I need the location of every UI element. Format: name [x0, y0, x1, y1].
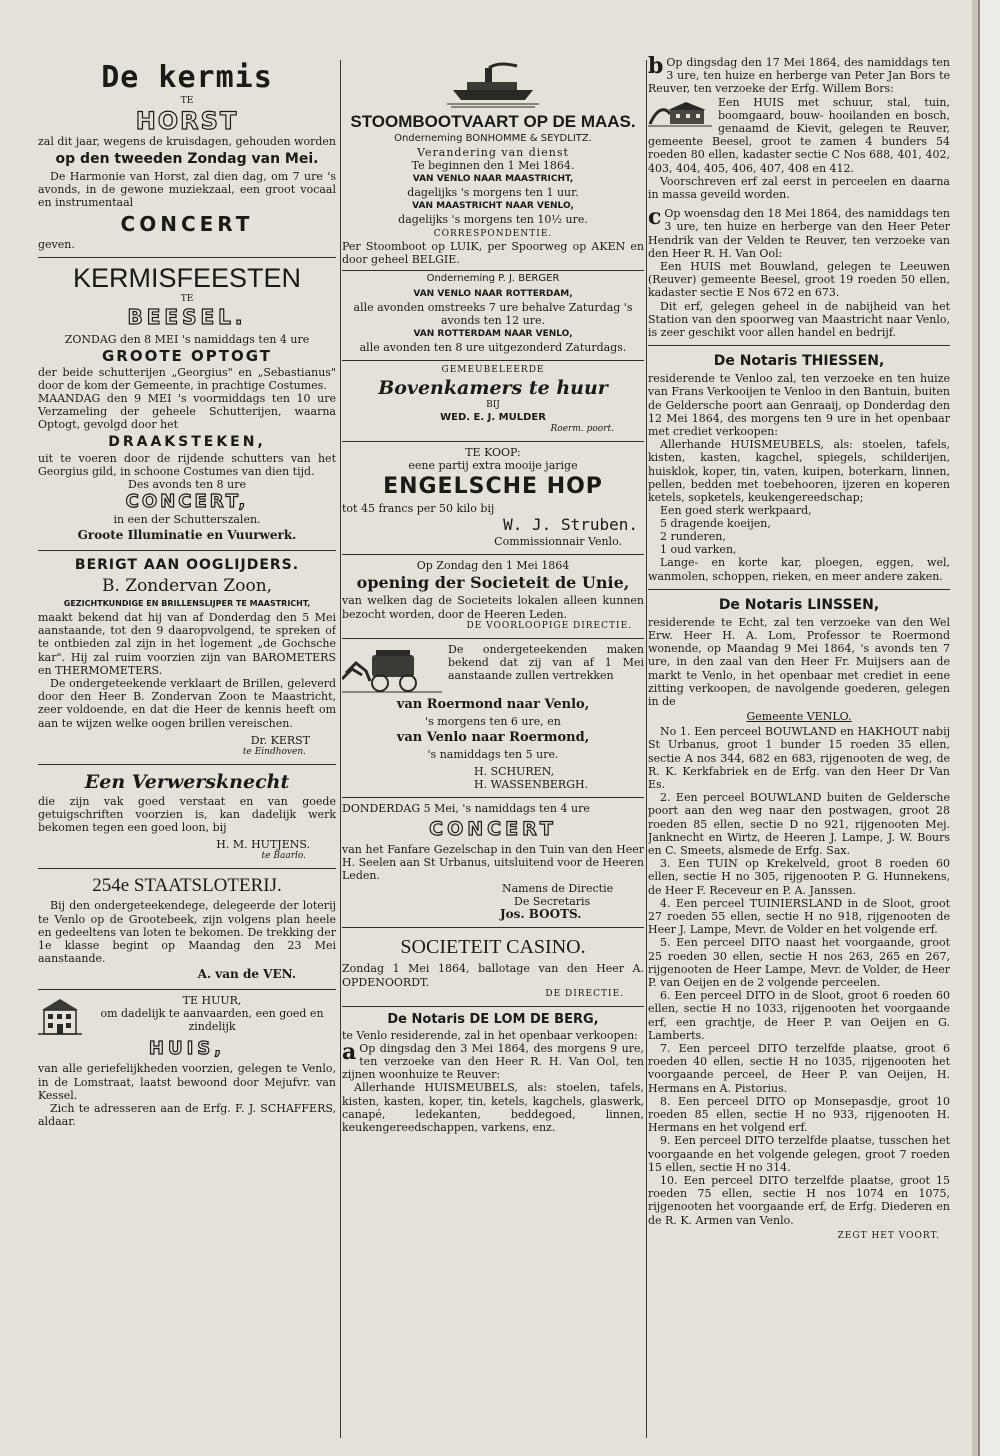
- column-3: [648, 56, 950, 1248]
- ad-title: BERIGT AAN OOGLIJDERS.: [74, 557, 300, 574]
- lot-item: 3. Een TUIN op Krekelveld, groot 8 roeden 60 ellen, sectie H no 305, rijgenooten P. G. Hunnekens, de Heer F. Receveur en P. A. Janssen.: [648, 857, 950, 897]
- ad-title: Een Verwersknecht: [84, 770, 290, 793]
- ad-verwersknecht: Een Verwersknecht die zijn vak goed verstaat en van goede getuigschriften voorzien is, kan dadelijk werk bekomen tegen een goed loon, bij H. M. HUTJENS. te Baarlo.: [38, 765, 336, 870]
- ad-kermisfeesten-beesel: KERMISFEESTEN TE BEESEL. ZONDAG den 8 MEI 's namiddags ten 4 ure GROOTE OPTOGT der beide schutterijen „Georgius" en „Sebastianus" door de kom der Gemeente, in prachtige Costumes. MAANDAG den 9 MEI 's voormiddags ten 10 ure Verzameling der geheele Schutterijen, waarna Optogt, gevolgd door het DRAAKSTEKEN, uit te voeren door de rijdende schutters van het Georgius gild, in schoone Costumes van dien tijd. Des avonds ten 8 ure CONCERT, in een der Schutterszalen. Groote Illuminatie en Vuurwerk.: [38, 258, 336, 551]
- ad-notaris-de-lom: De Notaris DE LOM DE BERG, te Venlo residerende, zal in het openbaar verkoopen: a Op dingsdag den 3 Mei 1864, des morgens 9 ure, ten verzoeke van den Heer R. H. Van Ool, ten zijnen woonhuize te Reuver: Allerhande HUISMEUBELS, als: stoelen, tafels, kisten, kasten, koper, tin, ketels, kagchels, glaswerk, canapé, ledekanten, beddegoed, linnen, keukengereedschappen, varkens, enz.: [342, 1011, 644, 1135]
- lot-item: 2. Een perceel BOUWLAND buiten de Geldersche poort aan den weg naar den postwagen, groot 28 roeden 85 ellen, sectie D no 921, rijgenooten Mej. Janknecht en Wirtz, de Heeren J. Lampe, J. W. Bours en C. Smeets, alsmede de Erfg. Sax.: [648, 791, 950, 857]
- ad-huis-te-huur: TE HUUR, om dadelijk te aanvaarden, een goed en zindelijk HUIS, van alle geriefelijkheden voorzien, gelegen te Venlo, in de Lomstraat, laatst bewoond door Mejufvr. van Kessel. Zich te adresseren aan de Erfg. F. J. SCHAFFERS, aldaar.: [38, 994, 336, 1129]
- column-2: [342, 56, 644, 1140]
- ad-title: CONCERT: [429, 817, 557, 840]
- place-name: BEESEL.: [127, 304, 247, 329]
- ad-bovenkamers: GEMEUBELEERDE Bovenkamers te huur BIJ WED. E. J. MULDER Roerm. poort.: [342, 361, 644, 442]
- ad-title: KERMISFEESTEN: [72, 262, 302, 293]
- ad-title: opening der Societeit de Unie,: [356, 573, 630, 593]
- lot-item: 7. Een perceel DITO terzelfde plaatse, groot 6 roeden 40 ellen, sectie H no 1035, rijgenooten het voorgaande perceel, de Heer P. van Oeijen, H. Hermans en A. Pistorius.: [648, 1042, 950, 1095]
- lot-item: No 1. Een perceel BOUWLAND en HAKHOUT nabij St Urbanus, groot 1 bunder 15 roeden 35 ellen, sectie A nos 344, 682 en 683, rijgenooten de weg, de R. K. Kerkfabriek en de Erfg. van den Heer Dr Van Es.: [648, 725, 950, 791]
- ad-title: De Notaris THIESSEN,: [713, 353, 885, 370]
- next-page-edge: [978, 0, 1000, 1456]
- lot-item: 8. Een perceel DITO op Monsepasdje, groot 10 roeden 85 ellen, sectie H no 933, rijgenooten H. Hermans en het volgend erf.: [648, 1094, 950, 1135]
- stagecoach-illustration: [342, 645, 442, 695]
- ad-notaris-thiessen: De Notaris THIESSEN, residerende te Venloo zal, ten verzoeke en ten huize van Frans Verkooijen te Venloo in den Bantuin, buiten de Geldersche poort aan Genraaij, op Donderdag den 12 Mei 1864, des morgens ten 9 ure in het openbaar met crediet verkoopen: Allerhande HUISMEUBELS, als: stoelen, tafels, kisten, kasten, kagchel, spiegels, schilderijen, huisklok, koper, tin, vaten, kuipen, boterkarn, linnen, pellen, bedden met toebehooren, ijzeren en koperen ketels, sopketels, keukengereedschap; Een goed sterk werkpaard, 5 dragende koeijen, 2 runderen, 1 oud varken, Lange- en korte kar, ploegen, eggen, wel, wanmolen, schoppen, rieken, en meer andere zaken.: [648, 346, 950, 589]
- ad-roermond-venlo: De ondergeteekenden maken bekend dat zij van af 1 Mei aanstaande zullen vertrekken van Roermond naar Venlo, 's morgens ten 6 ure, en van Venlo naar Roermond, 's namiddags ten 5 ure. H. SCHUREN, H. WASSENBERGH.: [342, 639, 644, 798]
- lot-item: 6. Een perceel DITO in de Sloot, groot 6 roeden 60 ellen, sectie H no 1033, rijgenooten het voorgaande erf, een grachtje, de Heer P. van Oeijen en G. Lamberts.: [648, 989, 950, 1042]
- column-1: [38, 56, 336, 1135]
- ad-title: HUIS,: [148, 1038, 226, 1060]
- ad-sale-b: b Op dingsdag den 17 Mei 1864, des namiddags ten 3 ure, ten huize en herberge van Peter Jan Bors te Reuver, ten verzoeke der Erfg. Willem Bors: Een HUIS met schuur, stal, tuin, boomgaard, bouw- hooilanden en bosch, genaamd de Kievit, gelegen te Reuver, gemeente Beesel, groot te zamen 4 bunders 54 roeden 80 ellen, kadaster sectie C Nos 688, 401, 402, 403, 404, 405, 406, 407, 408 en 412. Voorschreven erf zal eerst in perceelen en daarna in massa geveild worden.: [648, 56, 950, 202]
- ad-title: ENGELSCHE HOP: [383, 474, 603, 500]
- ad-notaris-linssen: De Notaris LINSSEN, residerende te Echt, zal ten verzoeke van den Wel Erw. Heer H. A. Lom, Professor te Roermond wonende, op Maandag 9 Mei 1864, 's avonds ten 7 ure, in den zaal van den Heer Fr. Muijsers aan de markt te Venlo, in het openbaar met crediet in eene zitting verkoopen, de navolgende goederen, gelegen in de Gemeente VENLO. No 1. Een perceel BOUWLAND en HAKHOUT nabij St Urbanus, groot 1 bunder 15 roeden 35 ellen, sectie A nos 344, 682 en 683, rijgenooten de weg, de R. K. Kerkfabriek en de Erfg. van den Heer Dr Van Es. 2. Een perceel BOUWLAND buiten de Geldersche poort aan den weg naar den postwagen, groot 28 roeden 85 ellen, sectie D no 921, rijgenooten Mej. Janknecht en Wirtz, de Heeren J. Lampe, J. W. Bours en C. Smeets, alsmede de Erfg. Sax. 3. Een TUIN op Krekelveld, groot 8 roeden 60 ellen, sectie H no 305, rijgenooten P. G. Hunnekens, de Heer F. Receveur en P. A. Janssen. 4. Een perceel TUINIERSLAND in de Sloot, groot 27 roeden 55 ellen, sectie H no 918, rijgenooten de Heer J. Lampe, Mevr. de Volder en het volgende erf. 5. Een perceel DITO naast het voorgaande, groot 25 roeden 30 ellen, sectie H nos 263, 265 en 267, rijgenooten de Heer Lampe, Mevr. de Volder, de Heer P. van Oeijen en de 2 volgende perceelen. 6. Een perceel DITO in de Sloot, groot 6 roeden 60 ellen, sectie H no 1033, rijgenooten het voorgaande erf, een grachtje, de Heer P. van Oeijen en G. Lamberts. 7. Een perceel DITO terzelfde plaatse, groot 6 roeden 40 ellen, sectie H no 1035, rijgenooten het voorgaande perceel, de Heer P. van Oeijen, H. Hermans en A. Pistorius. 8. Een perceel DITO op Monsepasdje, groot 10 roeden 85 ellen, sectie H no 933, rijgenooten H. Hermans en het volgend erf. 9. Een perceel DITO terzelfde plaatse, tusschen het voorgaande en het volgende gelegen, groot 7 roeden 15 ellen, sectie H no 314. 10. Een perceel DITO terzelfde plaatse, groot 15 roeden 75 ellen, sectie H nos 1074 en 1075, rijgenooten het voorgaande erf, de Erfg. Diederen en de R. K. Armen van Venlo. ZEGT HET VOORT.: [648, 590, 950, 1248]
- ad-sale-c: c Op woensdag den 18 Mei 1864, des namiddags ten 3 ure, ten huize en herberge van den Heer Peter Hendrik van der Velden te Reuver, ten verzoeke van den Heer R. H. Van Ool: Een HUIS met Bouwland, gelegen te Leeuwen (Reuver) gemeente Beesel, groot 19 roeden 50 ellen, kadaster sectie E Nos 672 en 673. Dit erf, gelegen geheel in de nabijheid van het Station van den spoorweg van Maastricht naar Venlo, is zeer geschikt voor allen handel en bedrijf.: [648, 207, 950, 346]
- lot-item: 10. Een perceel DITO terzelfde plaatse, groot 15 roeden 75 ellen, sectie H nos 1074 en 1075, rijgenooten het voorgaande erf, de Erfg. Diederen en de R. K. Armen van Venlo.: [648, 1174, 950, 1227]
- ad-title: Bovenkamers te huur: [378, 377, 608, 400]
- ad-title: STOOMBOOTVAART OP DE MAAS.: [350, 112, 636, 131]
- place-name: HORST: [135, 107, 239, 135]
- ad-title: De kermis: [101, 60, 273, 95]
- column-rule: [646, 60, 647, 1438]
- house-illustration: [38, 996, 82, 1036]
- lot-item: 4. Een perceel TUINIERSLAND in de Sloot, groot 27 roeden 55 ellen, sectie H no 918, rijgenooten de Heer J. Lampe, Mevr. de Volder en het volgende erf.: [648, 896, 950, 937]
- footer-note: ZEGT HET VOORT.: [837, 1230, 940, 1241]
- ad-staatsloterij: 254e STAATSLOTERIJ. Bij den ondergeteekendege, delegeerde der loterij te Venlo op de Grootebeek, zijn volgens plan heele en gedeeltens van loten te bekomen. De trekking der 1e klasse begint op Maandag den 23 Mei aanstaande. A. van de VEN.: [38, 869, 336, 990]
- ad-title: 254e STAATSLOTERIJ.: [92, 875, 282, 897]
- ad-kermis-horst: De kermis TE HORST zal dit jaar, wegens de kruisdagen, gehouden worden op den tweeden Zondag van Mei. De Harmonie van Horst, zal dien dag, om 7 ure 's avonds, in de gewone muziekzaal, een groot vocaal en instrumentaal CONCERT geven.: [38, 56, 336, 258]
- lot-item: 5. Een perceel DITO naast het voorgaande, groot 25 roeden 30 ellen, sectie H nos 263, 265 en 267, rijgenooten de Heer Lampe, Mevr. de Volder, de Heer P. van Oeijen en de 2 volgende perceelen.: [648, 936, 950, 989]
- ad-title: SOCIETEIT CASINO.: [400, 936, 586, 959]
- ad-societeit-unie: Op Zondag den 1 Mei 1864 opening der Societeit de Unie, van welken dag de Societeits lokalen alleen kunnen bezocht worden, door de Heeren Leden. DE VOORLOOPIGE DIRECTIE.: [342, 555, 644, 638]
- ad-ooglijders: BERIGT AAN OOGLIJDERS. B. Zondervan Zoon, GEZICHTKUNDIGE EN BRILLENSLIJPER TE MAASTRICHT, maakt bekend dat hij van af Donderdag den 5 Mei aanstaande, tot den 9 daaropvolgend, te spreken of te ontbieden zal zijn in het logement „de Gochsche kar". Hij zal ruim voorzien zijn van BAROMETERS en THERMOMETERS. De ondergeteekende verklaart de Brillen, geleverd door den Heer B. Zondervan Zoon te Maastricht, zeer voldoende, en dat die Heer de kennis heeft om aan te wijzen welke oogen brillen vereischen. Dr. KERST te Eindhoven.: [38, 551, 336, 765]
- ad-title: De Notaris LINSSEN,: [718, 596, 880, 613]
- lot-item: 9. Een perceel DITO terzelfde plaatse, tusschen het voorgaande en het volgende gelegen, groot 7 roeden 15 ellen, sectie H no 314.: [648, 1134, 950, 1174]
- farmhouse-illustration: [648, 98, 712, 128]
- steamboat-illustration: [445, 62, 541, 110]
- ad-concert-fanfare: DONDERDAG 5 Mei, 's namiddags ten 4 ure CONCERT van het Fanfare Gezelschap in den Tuin van den Heer H. Seelen aan St Urbanus, uitsluitend voor de Heeren Leden. Namens de Directie De Secretaris Jos. BOOTS.: [342, 798, 644, 929]
- ad-societeit-casino: SOCIETEIT CASINO. Zondag 1 Mei 1864, ballotage van den Heer A. OPDENOORDT. DE DIRECTIE.: [342, 928, 644, 1006]
- ad-engelsche-hop: TE KOOP: eene partij extra mooije jarige ENGELSCHE HOP tot 45 francs per 50 kilo bij W. J. Struben. Commissionnair Venlo.: [342, 442, 644, 555]
- column-rule: [340, 60, 341, 1438]
- ad-title: De Notaris DE LOM DE BERG,: [387, 1011, 599, 1027]
- ad-stoombootvaart: STOOMBOOTVAART OP DE MAAS. Onderneming BONHOMME & SEYDLITZ. Verandering van dienst Te beginnen den 1 Mei 1864. VAN VENLO NAAR MAASTRICHT, dagelijks 's morgens ten 1 uur. VAN MAASTRICHT NAAR VENLO, dagelijks 's morgens ten 10½ ure. CORRESPONDENTIE. Per Stoomboot op LUIK, per Spoorweg op AKEN en door geheel BELGIE. Onderneming P. J. BERGER VAN VENLO NAAR ROTTERDAM, alle avonden omstreeks 7 ure behalve Zaturdag 's avonds ten 12 ure. VAN ROTTERDAM NAAR VENLO, alle avonden ten 8 ure uitgezonderd Zaturdags.: [342, 56, 644, 361]
